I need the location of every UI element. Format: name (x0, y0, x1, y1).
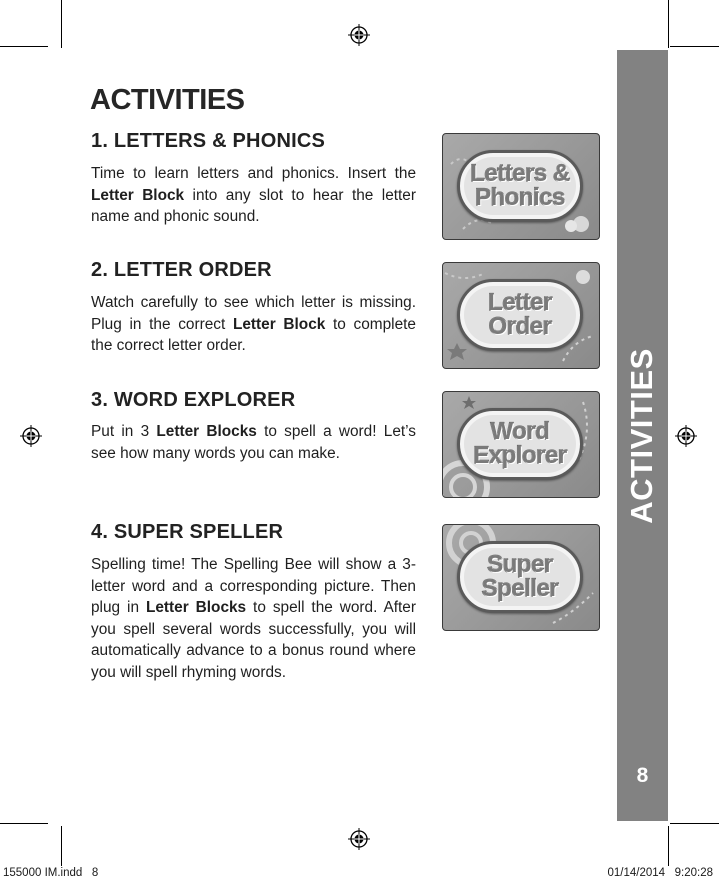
section-title: 3. WORD EXPLORER (91, 389, 296, 411)
crop-mark (670, 46, 719, 47)
section-title: 2. LETTER ORDER (91, 259, 272, 281)
page-title: ACTIVITIES (90, 84, 245, 116)
activity-card-word-explorer (442, 391, 600, 498)
card-label: Word Explorer (473, 418, 567, 469)
crop-mark (670, 823, 719, 824)
crop-mark (668, 826, 669, 866)
section-body: Time to learn letters and phonics. Insert the Letter Block into any slot to hear the letter name and phonic sound. (91, 165, 416, 225)
footer-file-name: 155000 IM.indd 8 (3, 867, 99, 879)
section-body: Watch carefully to see which letter is missing. Plug in the correct Letter Block to complete the correct letter order. (91, 294, 416, 354)
crop-mark (0, 46, 48, 47)
activity-card-letter-order (442, 262, 600, 369)
crop-mark (61, 0, 62, 48)
footer-timestamp: 01/14/2014 9:20:28 (607, 867, 713, 879)
activity-card-letters-phonics (442, 133, 600, 240)
card-label: Letters & Phonics (470, 160, 570, 211)
crop-mark (668, 0, 669, 48)
registration-mark-icon (20, 425, 42, 447)
registration-mark-icon (348, 828, 370, 850)
crop-mark (61, 826, 62, 866)
card-label: Super Speller (481, 551, 559, 602)
registration-mark-icon (348, 24, 370, 46)
section-body: Spelling time! The Spelling Bee will show a 3-letter word and a corresponding picture. Then plug in Letter Blocks to spell the word. After you spell several words successfully, you will automatically advance to a bonus round where you will spell rhyming words. (91, 556, 416, 681)
section-title: 1. LETTERS & PHONICS (91, 130, 326, 152)
section-body: Put in 3 Letter Blocks to spell a word! Let’s see how many words you can make. (91, 423, 416, 462)
side-tab-label: ACTIVITIES (624, 348, 659, 524)
crop-mark (0, 823, 48, 824)
page-number: 8 (636, 764, 649, 787)
card-label: Letter Order (488, 289, 552, 340)
activity-card-super-speller (442, 524, 600, 631)
registration-mark-icon (675, 425, 697, 447)
section-title: 4. SUPER SPELLER (91, 521, 284, 543)
